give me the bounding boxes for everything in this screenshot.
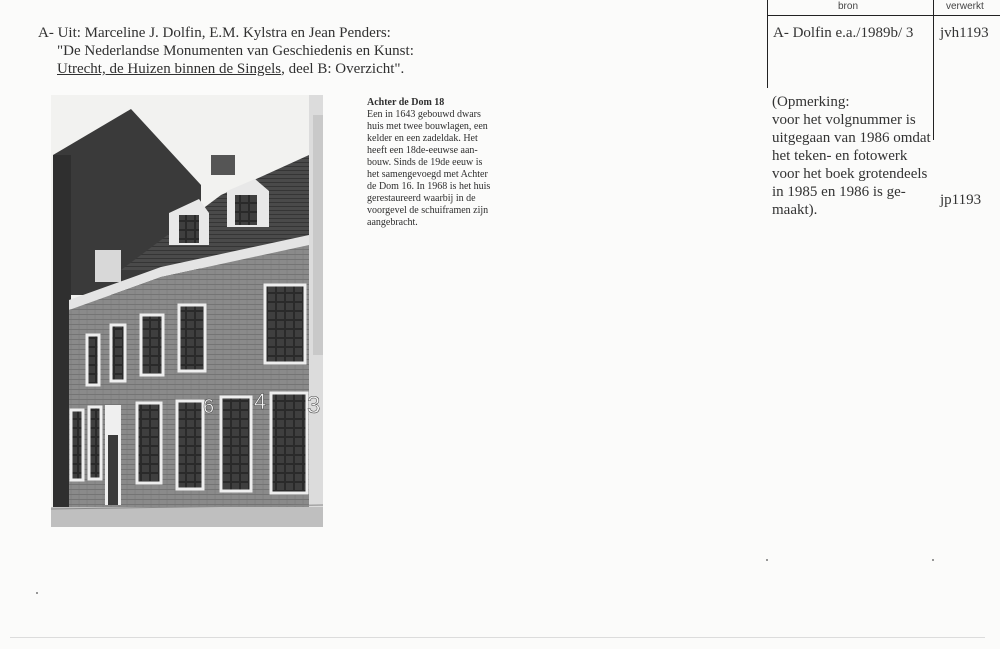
note-line: voor het volgnummer is (772, 112, 916, 128)
caption-title: Achter de Dom 18 (367, 97, 445, 108)
citation-book-title: Utrecht, de Huizen binnen de Singels (57, 61, 282, 77)
caption-line: gerestaureerd waarbij in de (367, 193, 476, 204)
table-column-divider (933, 0, 934, 140)
building-facade-photo (51, 95, 323, 527)
house-number-3: 3 (307, 392, 321, 419)
note-line: uitgegaan van 1986 omdat (772, 130, 931, 146)
verwerkt-cell-1: jvh1193 (940, 25, 989, 41)
house-number-6: 6 (203, 396, 215, 418)
scan-mark (932, 559, 934, 561)
caption-line: voorgevel de schuiframen zijn (367, 205, 489, 216)
caption-line: kelder en een zadeldak. Het (367, 133, 478, 144)
column-header-bron: bron (838, 1, 859, 12)
note-line: (Opmerking: (772, 94, 850, 110)
caption-line: huis met twee bouwlagen, een (367, 121, 488, 132)
note-line: maakt). (772, 202, 818, 218)
caption-line: Een in 1643 gebouwd dwars (367, 109, 481, 120)
citation-line-3 (38, 60, 414, 78)
table-header-rule (767, 15, 1000, 16)
caption-line: heeft een 18de-eeuwse aan- (367, 145, 478, 156)
source-citation (38, 24, 414, 78)
scan-mark (36, 592, 38, 594)
photo-caption (367, 97, 517, 229)
remark-note (772, 93, 931, 219)
scan-mark (766, 559, 768, 561)
house-number-4: 4 (254, 389, 267, 414)
table-left-rule (767, 0, 768, 88)
citation-line-2: "De Nederlandse Monumenten van Geschiedenis en Kunst: (57, 43, 414, 59)
note-line: in 1985 en 1986 is ge- (772, 184, 906, 200)
bron-cell: A- Dolfin e.a./1989b/ 3 (773, 25, 914, 41)
page-bottom-edge (10, 637, 985, 638)
citation-line-1: A- Uit: Marceline J. Dolfin, E.M. Kylstra en Jean Penders: (38, 25, 391, 41)
note-line: voor het boek grotendeels (772, 166, 928, 182)
citation-volume: , deel B: Overzicht". (281, 61, 405, 77)
caption-line: aangebracht. (367, 217, 418, 228)
note-line: het teken- en fotowerk (772, 148, 908, 164)
caption-line: bouw. Sinds de 19de eeuw is (367, 157, 483, 168)
caption-line: het samengevoegd met Achter (367, 169, 488, 180)
column-header-verwerkt: verwerkt (946, 1, 984, 12)
verwerkt-cell-2: jp1193 (940, 192, 982, 208)
caption-line: de Dom 16. In 1968 is het huis (367, 181, 491, 192)
